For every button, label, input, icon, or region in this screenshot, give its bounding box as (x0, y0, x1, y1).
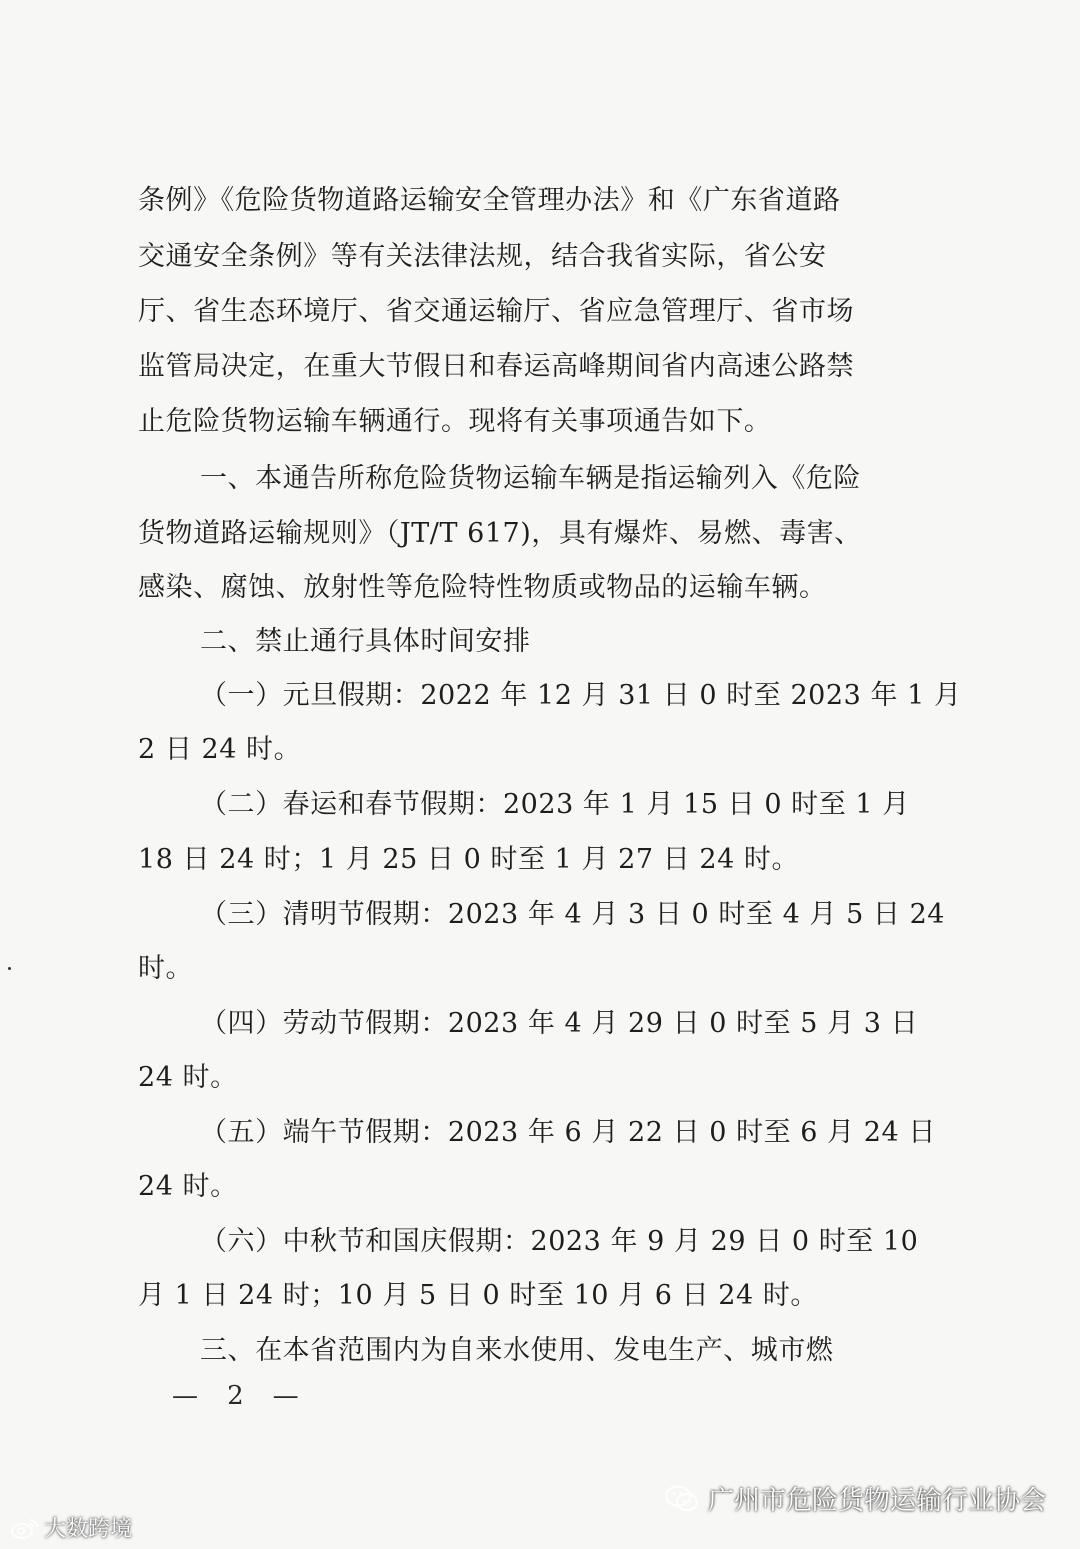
text-line: 货物道路运输规则》（JT/T 617)，具有爆炸、易燃、毒害、 (138, 518, 862, 549)
text-line: （一）元旦假期：2022 年 12 月 31 日 0 时至 2023 年 1 月 (200, 680, 962, 711)
text-line: 月 1 日 24 时；10 月 5 日 0 时至 10 月 6 日 24 时。 (138, 1280, 818, 1311)
text-line: 交通安全条例》等有关法律法规，结合我省实际，省公安 (138, 241, 827, 272)
text-line: （三）清明节假期：2023 年 4 月 3 日 0 时至 4 月 5 日 24 (200, 899, 946, 930)
watermark-brand-text: 大数跨境 (44, 1517, 133, 1542)
wechat-icon (664, 1484, 700, 1514)
text-line: 24 时。 (138, 1171, 238, 1202)
text-line: 监管局决定，在重大节假日和春运高峰期间省内高速公路禁 (138, 351, 855, 382)
text-line: 一、本通告所称危险货物运输车辆是指运输列入《危险 (200, 463, 861, 494)
watermark-brand (10, 1512, 132, 1543)
page-number: — 2 — (172, 1381, 310, 1411)
text-line: 18 日 24 时；1 月 25 日 0 时至 1 月 27 日 24 时。 (138, 844, 799, 875)
watermark-source-text: 广州市危险货物运输行业协会 (707, 1486, 1046, 1516)
weibo-icon (10, 1516, 40, 1540)
text-line: （五）端午节假期：2023 年 6 月 22 日 0 时至 6 月 24 日 (200, 1117, 936, 1148)
text-line: 三、在本省范围内为自来水使用、发电生产、城市燃 (200, 1335, 834, 1366)
text-line: 24 时。 (138, 1062, 238, 1093)
watermark-source (664, 1480, 1046, 1517)
text-line: （二）春运和春节假期：2023 年 1 月 15 日 0 时至 1 月 (200, 789, 910, 820)
scan-speck (8, 967, 11, 970)
text-line: （四）劳动节假期：2023 年 4 月 29 日 0 时至 5 月 3 日 (200, 1008, 919, 1039)
text-line: 条例》《危险货物道路运输安全管理办法》和《广东省道路 (138, 185, 841, 216)
text-line: 止危险货物运输车辆通行。现将有关事项通告如下。 (138, 406, 772, 437)
text-line: 厅、省生态环境厅、省交通运输厅、省应急管理厅、省市场 (138, 296, 855, 327)
text-line: （六）中秋节和国庆假期：2023 年 9 月 29 日 0 时至 10 (200, 1226, 919, 1257)
section-heading: 二、禁止通行具体时间安排 (200, 626, 531, 657)
text-line: 2 日 24 时。 (138, 734, 302, 765)
text-line: 时。 (138, 953, 194, 984)
text-line: 感染、腐蚀、放射性等危险特性物质或物品的运输车辆。 (138, 572, 827, 603)
